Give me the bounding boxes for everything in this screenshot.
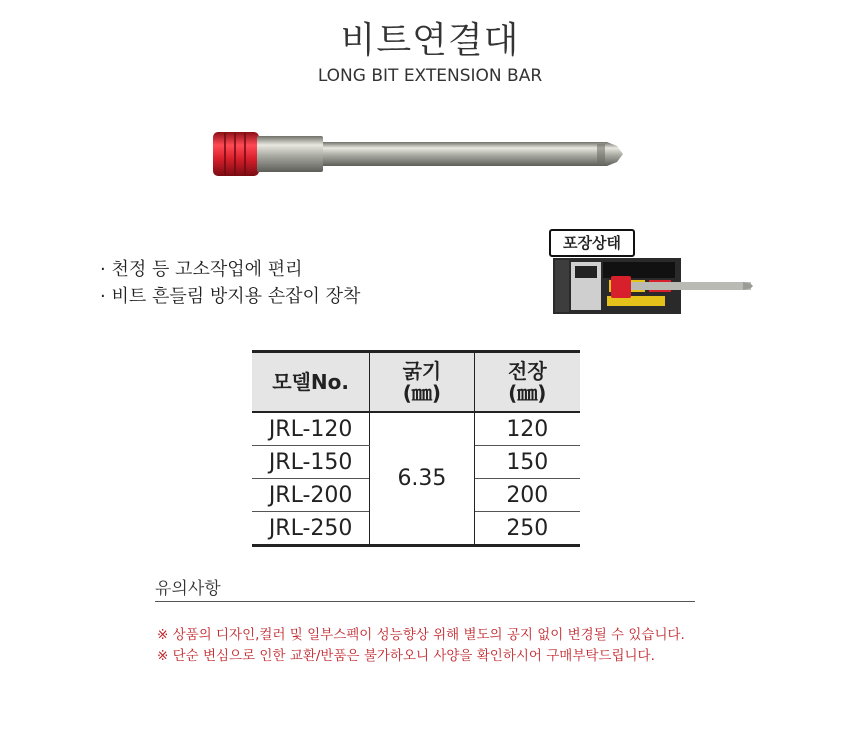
length-cell: 250 — [474, 512, 580, 546]
model-cell: JRL-150 — [252, 446, 370, 479]
extension-bar-image — [205, 128, 645, 180]
feature-item: · 천정 등 고소작업에 편리 — [100, 259, 303, 280]
feature-list — [100, 256, 360, 310]
notice-text — [157, 625, 685, 667]
package-label: 포장상태 — [549, 229, 635, 257]
model-cell: JRL-250 — [268, 515, 353, 541]
page-title: 비트연결대 — [340, 20, 520, 61]
model-cell: JRL-200 — [252, 479, 370, 512]
header-thickness: 굵기 (㎜) — [370, 352, 474, 413]
length-cell: 150 — [474, 446, 580, 479]
package-image — [553, 258, 753, 314]
spec-table — [252, 350, 580, 547]
length-cell: 120 — [474, 412, 580, 446]
model-cell: JRL-120 — [252, 412, 370, 446]
notice-title: 유의사항 — [155, 579, 221, 599]
notice-line: ※ 상품의 디자인,컬러 및 일부스펙이 성능향상 위해 별도의 공지 없이 변경될 수 있습니다. — [157, 627, 685, 643]
header-model: 모델No. — [252, 352, 370, 413]
thickness-cell: 6.35 — [370, 412, 474, 546]
length-cell: 200 — [474, 479, 580, 512]
notice-line: ※ 단순 변심으로 인한 교환/반품은 불가하오니 사양을 확인하시어 구매부탁드립니다. — [157, 648, 655, 664]
page-subtitle: LONG BIT EXTENSION BAR — [317, 66, 543, 86]
notice-divider — [155, 601, 695, 602]
table-row — [252, 412, 580, 446]
feature-item: · 비트 흔들림 방지용 손잡이 장착 — [100, 286, 361, 307]
header-length: 전장 (㎜) — [474, 352, 580, 413]
